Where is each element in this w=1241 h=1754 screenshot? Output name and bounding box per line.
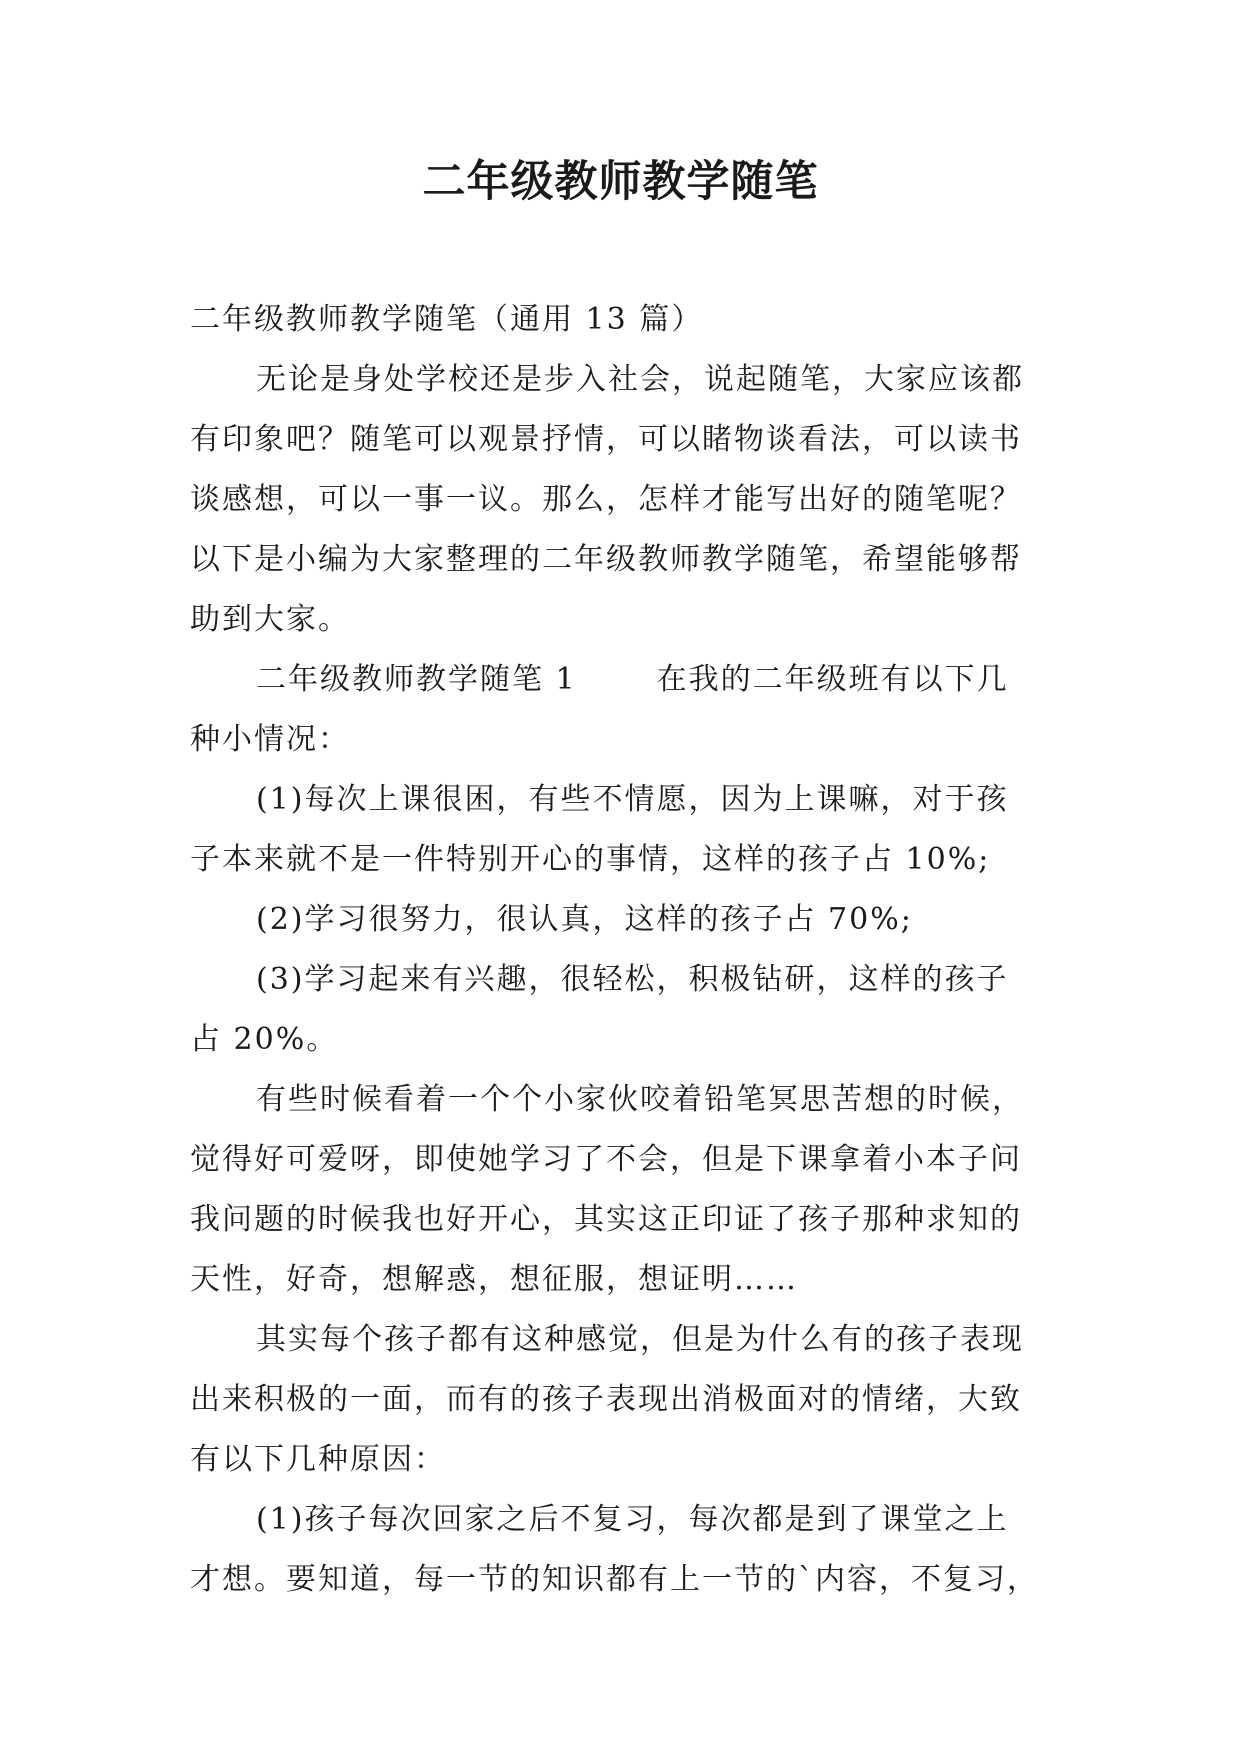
document-body [190,290,1050,1610]
paragraph-line: 出来积极的一面，而有的孩子表现出消极面对的情绪，大致 [190,1382,1022,1417]
paragraph-line: 无论是身处学校还是步入社会，说起随笔，大家应该都 [256,362,1024,397]
paragraph-line: (2)学习很努力，很认真，这样的孩子占 70%; [256,902,913,937]
paragraph-line: 其实每个孩子都有这种感觉，但是为什么有的孩子表现 [256,1322,1024,1357]
paragraph-line: 助到大家。 [190,602,350,637]
paragraph-line: (1)孩子每次回家之后不复习，每次都是到了课堂之上 [256,1502,1009,1537]
paragraph-line: 谈感想，可以一事一议。那么，怎样才能写出好的随笔呢？ [190,482,1022,517]
paragraph-line: (3)学习起来有兴趣，很轻松，积极钻研，这样的孩子 [256,962,1009,997]
paragraph-line: 种小情况： [190,722,350,757]
section-heading-line [190,650,1050,710]
subtitle-line: 二年级教师教学随笔（通用 13 篇） [190,302,704,337]
paragraph-line: 以下是小编为大家整理的二年级教师教学随笔，希望能够帮 [190,542,1022,577]
paragraph-line: 有印象吧？随笔可以观景抒情，可以睹物谈看法，可以读书 [190,422,1022,457]
paragraph-line: 才想。要知道，每一节的知识都有上一节的`内容，不复习， [190,1562,1039,1597]
document-title: 二年级教师教学随笔 [422,157,819,207]
paragraph-line: 占 20%。 [190,1022,339,1057]
paragraph-text: 在我的二年级班有以下几 [656,662,1009,697]
paragraph-line: 觉得好可爱呀，即使她学习了不会，但是下课拿着小本子问 [190,1142,1022,1177]
paragraph-line: 子本来就不是一件特别开心的事情，这样的孩子占 10%; [190,842,991,877]
paragraph-line: (1)每次上课很困，有些不情愿，因为上课嘛，对于孩 [256,782,1009,817]
section-heading: 二年级教师教学随笔 1 [256,662,577,697]
paragraph-line: 有些时候看着一个个小家伙咬着铅笔冥思苦想的时候， [256,1082,1024,1117]
paragraph-line: 天性，好奇，想解惑，想征服，想证明…… [190,1262,798,1297]
paragraph-line: 我问题的时候我也好开心，其实这正印证了孩子那种求知的 [190,1202,1022,1237]
paragraph-line: 有以下几种原因： [190,1442,446,1477]
